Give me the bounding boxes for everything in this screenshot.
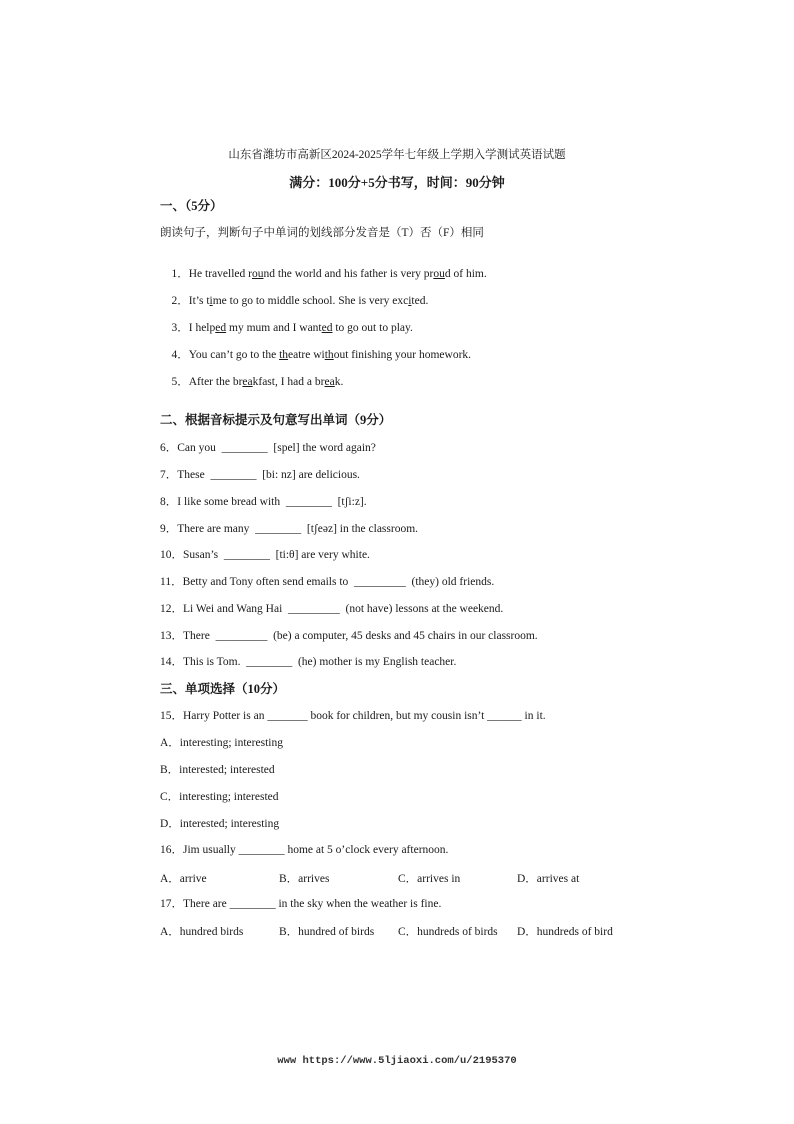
- q2-underline-a: i: [209, 295, 213, 307]
- q4-text-a: 4．You can’t go to the: [171, 349, 280, 361]
- q3-text-a: 3．I help: [171, 322, 216, 334]
- section2-heading: 二、根据音标提示及句意写出单词（9分）: [160, 413, 392, 427]
- q1-text-a: 1．He travelled r: [171, 268, 252, 280]
- question-11: 11．Betty and Tony often send emails to _________ (they) old friends.: [160, 576, 495, 588]
- section3-heading: 三、单项选择（10分）: [160, 682, 286, 696]
- section1-instruction: 朗读句子，判断句子中单词的划线部分发音是（T）否（F）相同: [160, 227, 484, 239]
- q17-option-a: A．hundred birds: [160, 926, 244, 938]
- question-10: 10．Susan’s ________ [ti:θ] are very white.: [160, 549, 370, 561]
- q5-text-c: k.: [334, 376, 344, 388]
- q5-underline-b: ea: [324, 376, 335, 388]
- q2-text-c: ted.: [411, 295, 429, 307]
- question-12: 12．Li Wei and Wang Hai _________ (not have) lessons at the weekend.: [160, 603, 504, 615]
- q16-option-a: A．arrive: [160, 873, 207, 885]
- section1-heading: 一、（5分）: [160, 199, 223, 213]
- q2-underline-b: i: [408, 295, 412, 307]
- q3-text-c: to go out to play.: [332, 322, 413, 334]
- question-8: 8．I like some bread with ________ [tʃi:z].: [160, 496, 367, 508]
- page-subtitle: 满分：100分+5分书写，时间：90分钟: [289, 175, 505, 190]
- footer-url: www https://www.5ljiaoxi.com/u/2195370: [277, 1055, 517, 1067]
- q4-underline-a: th: [279, 349, 289, 361]
- q3-underline-a: ed: [215, 322, 227, 334]
- q1-underline-a: ou: [251, 268, 264, 280]
- q2-text-a: 2．It’s t: [171, 295, 210, 307]
- q16-option-d: D．arrives at: [517, 873, 580, 885]
- q15-option-d: D．interested; interesting: [160, 818, 280, 830]
- q15-option-b: B．interested; interested: [160, 764, 275, 776]
- q4-text-b: eatre wi: [288, 349, 325, 361]
- q15-option-a: A．interesting; interesting: [160, 737, 283, 749]
- question-9: 9．There are many ________ [tʃeəz] in the classroom.: [160, 523, 419, 535]
- q15-option-c: C．interesting; interested: [160, 791, 279, 803]
- q3-text-b: my mum and I want: [226, 322, 322, 334]
- question-13: 13．There _________ (be) a computer, 45 desks and 45 chairs in our classroom.: [160, 630, 538, 642]
- q1-text-c: d of him.: [444, 268, 487, 280]
- question-6: 6．Can you ________ [spel] the word again?: [160, 442, 376, 454]
- q16-option-c: C．arrives in: [398, 873, 461, 885]
- question-15: 15．Harry Potter is an _______ book for children, but my cousin isn’t ______ in it.: [160, 710, 546, 722]
- q2-text-b: me to go to middle school. She is very exc: [212, 295, 409, 307]
- q3-underline-b: ed: [321, 322, 333, 334]
- q4-text-c: out finishing your homework.: [333, 349, 472, 361]
- q4-underline-b: th: [324, 349, 334, 361]
- q1-text-b: nd the world and his father is very pr: [263, 268, 434, 280]
- question-5: [160, 361, 343, 403]
- question-16: 16．Jim usually ________ home at 5 o’clock every afternoon.: [160, 844, 449, 856]
- q5-underline-a: ea: [242, 376, 253, 388]
- q17-option-c: C．hundreds of birds: [398, 926, 498, 938]
- q1-underline-b: ou: [433, 268, 445, 280]
- q17-option-d: D．hundreds of bird: [517, 926, 613, 938]
- q5-text-a: 5．After the br: [171, 376, 243, 388]
- q16-option-b: B．arrives: [279, 873, 330, 885]
- q5-text-b: kfast, I had a br: [252, 376, 325, 388]
- page-title: 山东省潍坊市高新区2024-2025学年七年级上学期入学测试英语试题: [228, 149, 566, 161]
- question-14: 14．This is Tom. ________ (he) mother is my English teacher.: [160, 656, 457, 668]
- question-17: 17．There are ________ in the sky when the weather is fine.: [160, 898, 442, 910]
- q17-option-b: B．hundred of birds: [279, 926, 375, 938]
- question-7: 7．These ________ [bi: nz] are delicious.: [160, 469, 360, 481]
